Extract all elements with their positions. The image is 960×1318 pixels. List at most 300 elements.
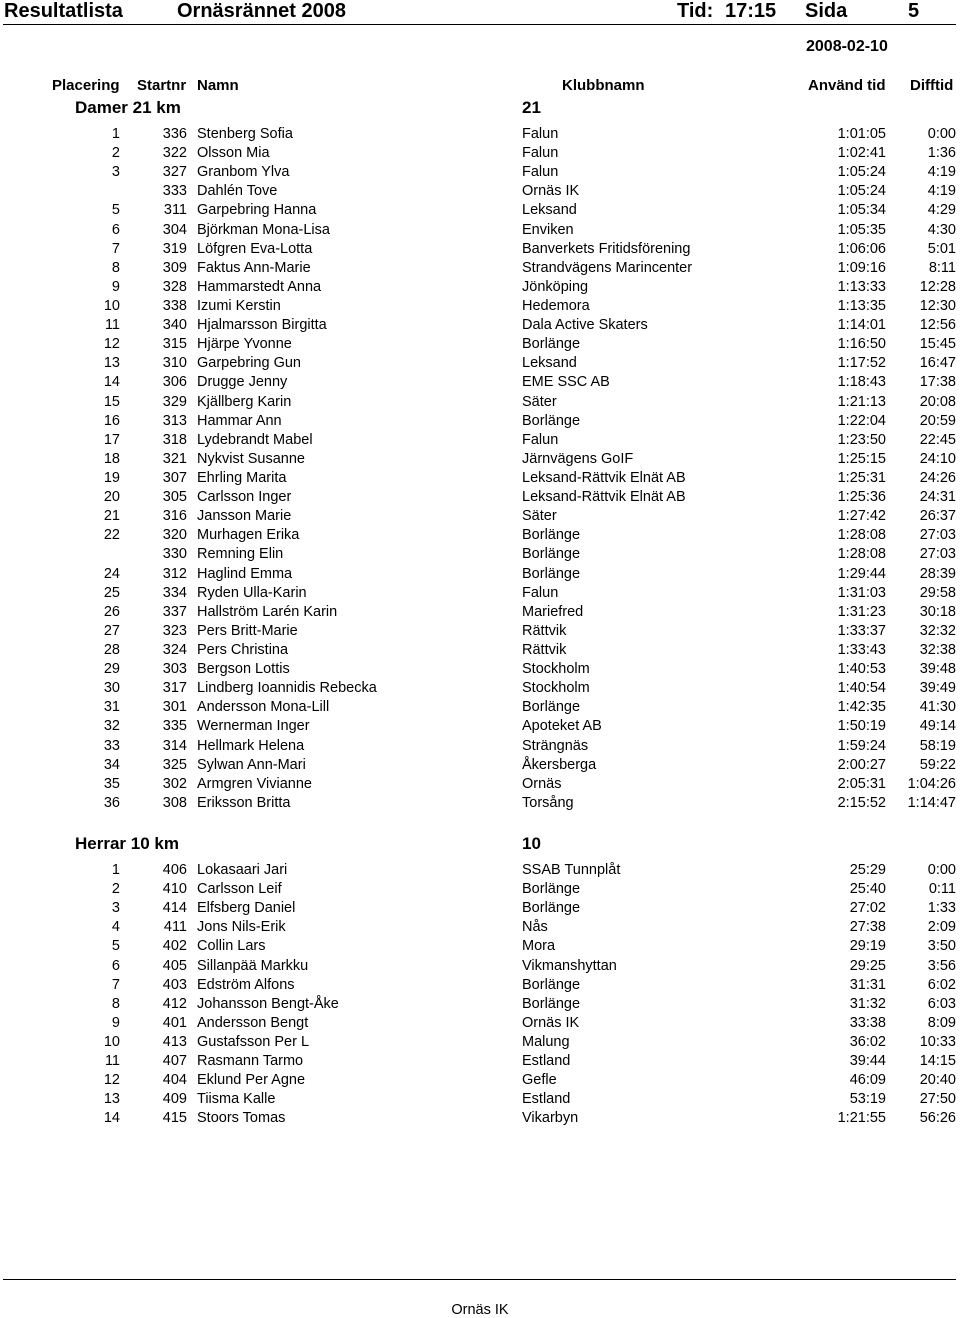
startnr-cell: 403 (162, 976, 187, 993)
anvand-tid-cell: 27:38 (849, 919, 886, 936)
difftid-cell: 12:56 (919, 317, 956, 334)
namn-cell: Hammarstedt Anna (197, 278, 322, 295)
table-row (0, 450, 960, 469)
anvand-tid-cell: 1:28:08 (837, 546, 886, 563)
placering-cell: 9 (111, 278, 120, 295)
startnr-cell: 406 (162, 862, 187, 878)
klubbnamn-cell: Säter (522, 393, 557, 410)
difftid-cell: 59:22 (919, 756, 956, 773)
startnr-cell: 328 (162, 278, 187, 295)
table-row (0, 182, 960, 201)
results-table (0, 861, 960, 1129)
anvand-tid-cell: 25:40 (849, 881, 886, 898)
placering-cell: 8 (111, 995, 120, 1012)
anvand-tid-cell: 1:50:19 (837, 718, 886, 735)
page-number: 5 (908, 0, 920, 22)
table-row (0, 278, 960, 297)
anvand-tid-cell: 1:40:54 (837, 680, 886, 697)
col-namn: Namn (197, 77, 239, 94)
namn-cell: Haglind Emma (197, 565, 293, 582)
difftid-cell: 0:00 (927, 126, 956, 142)
difftid-cell: 1:14:47 (907, 794, 956, 811)
difftid-cell: 6:02 (927, 976, 956, 993)
anvand-tid-cell: 1:13:35 (837, 297, 886, 314)
difftid-cell: 39:48 (919, 661, 956, 678)
startnr-cell: 414 (162, 900, 187, 917)
difftid-cell: 1:04:26 (907, 775, 956, 792)
difftid-cell: 12:30 (919, 297, 956, 314)
namn-cell: Pers Christina (197, 641, 289, 658)
anvand-tid-cell: 1:25:36 (837, 489, 886, 506)
difftid-cell: 5:01 (927, 240, 956, 257)
startnr-cell: 401 (162, 1014, 187, 1031)
namn-cell: Gustafsson Per L (197, 1033, 310, 1050)
startnr-cell: 316 (162, 508, 187, 525)
anvand-tid-cell: 31:31 (849, 976, 886, 993)
namn-cell: Andersson Bengt (197, 1014, 309, 1031)
startnr-cell: 301 (162, 699, 187, 716)
namn-cell: Hellmark Helena (197, 737, 305, 754)
table-row (0, 354, 960, 373)
difftid-cell: 29:58 (919, 584, 956, 601)
placering-cell: 27 (103, 622, 120, 639)
startnr-cell: 303 (162, 661, 187, 678)
startnr-cell: 302 (162, 775, 187, 792)
table-row (0, 545, 960, 564)
table-row (0, 373, 960, 392)
namn-cell: Nykvist Susanne (197, 450, 305, 467)
klubbnamn-cell: Borlänge (522, 412, 581, 429)
placering-cell: 26 (103, 603, 120, 620)
anvand-tid-cell: 1:25:15 (837, 450, 886, 467)
klubbnamn-cell: Borlänge (522, 699, 581, 716)
difftid-cell: 24:10 (919, 450, 956, 467)
header-rule (3, 24, 956, 25)
klubbnamn-cell: Järnvägens GoIF (522, 450, 634, 467)
startnr-cell: 324 (162, 641, 187, 658)
col-klubbnamn: Klubbnamn (562, 77, 645, 94)
klubbnamn-cell: Borlänge (522, 546, 581, 563)
klubbnamn-cell: Banverkets Fritidsförening (522, 240, 691, 257)
startnr-cell: 334 (162, 584, 187, 601)
table-row (0, 163, 960, 182)
placering-cell: 24 (103, 565, 120, 582)
anvand-tid-cell: 1:59:24 (837, 737, 886, 754)
page-label: Sida (805, 0, 848, 22)
anvand-tid-cell: 33:38 (849, 1014, 886, 1031)
anvand-tid-cell: 1:02:41 (837, 145, 886, 162)
anvand-tid-cell: 1:21:13 (837, 393, 886, 410)
startnr-cell: 412 (162, 995, 187, 1012)
startnr-cell: 329 (162, 393, 187, 410)
anvand-tid-cell: 53:19 (849, 1091, 886, 1108)
difftid-cell: 56:26 (919, 1110, 956, 1127)
placering-cell: 12 (103, 336, 120, 353)
section-distance: 10 (522, 834, 541, 853)
placering-cell: 13 (103, 355, 120, 372)
klubbnamn-cell: Borlänge (522, 565, 581, 582)
namn-cell: Granbom Ylva (197, 164, 290, 181)
difftid-cell: 16:47 (919, 355, 956, 372)
table-row (0, 880, 960, 899)
anvand-tid-cell: 1:40:53 (837, 661, 886, 678)
placering-cell: 29 (103, 661, 120, 678)
startnr-cell: 415 (162, 1110, 187, 1127)
difftid-cell: 15:45 (919, 336, 956, 353)
startnr-cell: 307 (162, 469, 187, 486)
namn-cell: Hallström Larén Karin (197, 603, 338, 620)
difftid-cell: 4:30 (927, 221, 956, 238)
startnr-cell: 318 (162, 431, 187, 448)
namn-cell: Carlsson Leif (197, 881, 282, 898)
namn-cell: Olsson Mia (197, 145, 270, 162)
namn-cell: Ehrling Marita (197, 469, 287, 486)
print-time: 17:15 (725, 0, 777, 22)
startnr-cell: 335 (162, 718, 187, 735)
placering-cell: 31 (103, 699, 120, 716)
namn-cell: Stenberg Sofia (197, 126, 293, 142)
startnr-cell: 314 (162, 737, 187, 754)
difftid-cell: 8:11 (928, 259, 956, 276)
klubbnamn-cell: Leksand-Rättvik Elnät AB (522, 469, 686, 486)
table-row (0, 259, 960, 278)
difftid-cell: 17:38 (919, 374, 956, 391)
namn-cell: Carlsson Inger (197, 489, 292, 506)
difftid-cell: 22:45 (919, 431, 956, 448)
anvand-tid-cell: 1:42:35 (837, 699, 886, 716)
klubbnamn-cell: Borlänge (522, 336, 581, 353)
startnr-cell: 413 (162, 1033, 187, 1050)
namn-cell: Lindberg Ioannidis Rebecka (197, 680, 377, 697)
anvand-tid-cell: 1:14:01 (837, 317, 886, 334)
namn-cell: Kjällberg Karin (197, 393, 292, 410)
namn-cell: Ryden Ulla-Karin (197, 584, 307, 601)
namn-cell: Pers Britt-Marie (197, 622, 298, 639)
anvand-tid-cell: 36:02 (849, 1033, 886, 1050)
anvand-tid-cell: 1:31:23 (837, 603, 886, 620)
table-row (0, 794, 960, 813)
startnr-cell: 306 (162, 374, 187, 391)
placering-cell: 21 (103, 508, 120, 525)
namn-cell: Izumi Kerstin (197, 297, 281, 314)
difftid-cell: 12:28 (919, 278, 956, 295)
anvand-tid-cell: 1:06:06 (837, 240, 886, 257)
placering-cell: 10 (103, 1033, 120, 1050)
difftid-cell: 3:50 (927, 938, 956, 955)
anvand-tid-cell: 39:44 (849, 1053, 886, 1070)
placering-cell: 4 (111, 919, 120, 936)
table-row (0, 335, 960, 354)
namn-cell: Sillanpää Markku (197, 957, 309, 974)
placering-cell: 3 (111, 900, 120, 917)
col-difftid: Difftid (910, 77, 954, 94)
difftid-cell: 0:11 (928, 881, 956, 898)
difftid-cell: 14:15 (919, 1053, 956, 1070)
klubbnamn-cell: Falun (522, 431, 559, 448)
anvand-tid-cell: 1:22:04 (837, 412, 886, 429)
namn-cell: Jansson Marie (197, 508, 292, 525)
anvand-tid-cell: 1:05:24 (837, 164, 886, 181)
startnr-cell: 317 (162, 680, 187, 697)
race-date: 2008-02-10 (806, 38, 888, 55)
placering-cell: 19 (103, 469, 120, 486)
anvand-tid-cell: 2:00:27 (837, 756, 886, 773)
col-anvand-tid: Använd tid (808, 77, 886, 94)
klubbnamn-cell: Ornäs IK (522, 183, 580, 200)
table-row (0, 957, 960, 976)
report-header (0, 0, 960, 24)
namn-cell: Jons Nils-Erik (197, 919, 286, 936)
difftid-cell: 2:09 (927, 919, 956, 936)
anvand-tid-cell: 1:25:31 (837, 469, 886, 486)
time-label: Tid: (677, 0, 714, 22)
section-title: Damer 21 km (75, 98, 181, 117)
anvand-tid-cell: 1:17:52 (837, 355, 886, 372)
klubbnamn-cell: Malung (522, 1033, 570, 1050)
startnr-cell: 338 (162, 297, 187, 314)
anvand-tid-cell: 1:23:50 (837, 431, 886, 448)
klubbnamn-cell: Estland (522, 1091, 571, 1108)
startnr-cell: 405 (162, 957, 187, 974)
placering-cell: 15 (103, 393, 120, 410)
startnr-cell: 325 (162, 756, 187, 773)
difftid-cell: 24:31 (919, 489, 956, 506)
table-row (0, 240, 960, 259)
difftid-cell: 0:00 (927, 862, 956, 878)
klubbnamn-cell: SSAB Tunnplåt (522, 862, 621, 878)
footer-rule (3, 1279, 956, 1280)
table-row (0, 507, 960, 526)
placering-cell: 10 (103, 297, 120, 314)
namn-cell: Stoors Tomas (197, 1110, 286, 1127)
table-row (0, 526, 960, 545)
klubbnamn-cell: Nås (522, 919, 548, 936)
difftid-cell: 58:19 (919, 737, 956, 754)
section-title: Herrar 10 km (75, 834, 179, 853)
table-row (0, 641, 960, 660)
anvand-tid-cell: 1:05:24 (837, 183, 886, 200)
startnr-cell: 310 (162, 355, 187, 372)
namn-cell: Garpebring Gun (197, 355, 301, 372)
table-row (0, 393, 960, 412)
placering-cell: 18 (103, 450, 120, 467)
startnr-cell: 402 (162, 938, 187, 955)
startnr-cell: 311 (163, 202, 187, 219)
table-row (0, 584, 960, 603)
startnr-cell: 407 (162, 1053, 187, 1070)
namn-cell: Armgren Vivianne (197, 775, 312, 792)
difftid-cell: 4:19 (927, 164, 956, 181)
difftid-cell: 1:36 (927, 145, 956, 162)
table-row (0, 861, 960, 880)
report-title: Resultatlista (4, 0, 123, 22)
namn-cell: Lydebrandt Mabel (197, 431, 313, 448)
klubbnamn-cell: Falun (522, 145, 559, 162)
table-row (0, 221, 960, 240)
anvand-tid-cell: 1:28:08 (837, 527, 886, 544)
difftid-cell: 3:56 (927, 957, 956, 974)
difftid-cell: 8:09 (927, 1014, 956, 1031)
placering-cell: 5 (111, 938, 120, 955)
klubbnamn-cell: Stockholm (522, 661, 590, 678)
table-row (0, 1071, 960, 1090)
klubbnamn-cell: Rättvik (522, 622, 567, 639)
table-row (0, 316, 960, 335)
difftid-cell: 32:38 (919, 641, 956, 658)
namn-cell: Andersson Mona-Lill (197, 699, 330, 716)
table-row (0, 201, 960, 220)
namn-cell: Drugge Jenny (197, 374, 288, 391)
namn-cell: Wernerman Inger (197, 718, 310, 735)
difftid-cell: 27:50 (919, 1091, 956, 1108)
klubbnamn-cell: Strängnäs (522, 737, 589, 754)
table-row (0, 431, 960, 450)
startnr-cell: 320 (162, 527, 187, 544)
table-row (0, 918, 960, 937)
table-row (0, 899, 960, 918)
startnr-cell: 304 (162, 221, 187, 238)
table-row (0, 737, 960, 756)
placering-cell: 7 (111, 976, 120, 993)
difftid-cell: 24:26 (919, 469, 956, 486)
difftid-cell: 41:30 (919, 699, 956, 716)
difftid-cell: 20:59 (919, 412, 956, 429)
startnr-cell: 409 (162, 1091, 187, 1108)
anvand-tid-cell: 1:13:33 (837, 278, 886, 295)
klubbnamn-cell: Mariefred (522, 603, 584, 620)
klubbnamn-cell: Estland (522, 1053, 571, 1070)
anvand-tid-cell: 1:33:37 (837, 622, 886, 639)
startnr-cell: 309 (162, 259, 187, 276)
klubbnamn-cell: Borlänge (522, 900, 581, 917)
anvand-tid-cell: 1:33:43 (837, 641, 886, 658)
klubbnamn-cell: Apoteket AB (522, 718, 602, 735)
difftid-cell: 26:37 (919, 508, 956, 525)
anvand-tid-cell: 2:15:52 (837, 794, 886, 811)
startnr-cell: 313 (162, 412, 187, 429)
anvand-tid-cell: 1:21:55 (837, 1110, 886, 1127)
startnr-cell: 315 (162, 336, 187, 353)
klubbnamn-cell: Falun (522, 584, 559, 601)
placering-cell: 16 (103, 412, 120, 429)
startnr-cell: 319 (162, 240, 187, 257)
namn-cell: Hjärpe Yvonne (197, 336, 292, 353)
startnr-cell: 336 (162, 126, 187, 142)
difftid-cell: 4:29 (927, 202, 956, 219)
startnr-cell: 327 (162, 164, 187, 181)
namn-cell: Eklund Per Agne (197, 1072, 306, 1089)
table-row (0, 144, 960, 163)
namn-cell: Rasmann Tarmo (197, 1053, 304, 1070)
klubbnamn-cell: EME SSC AB (522, 374, 610, 391)
anvand-tid-cell: 1:29:44 (837, 565, 886, 582)
klubbnamn-cell: Borlänge (522, 527, 581, 544)
placering-cell: 11 (104, 1053, 120, 1070)
anvand-tid-cell: 1:18:43 (837, 374, 886, 391)
startnr-cell: 323 (162, 622, 187, 639)
placering-cell: 32 (103, 718, 120, 735)
klubbnamn-cell: Stockholm (522, 680, 590, 697)
klubbnamn-cell: Åkersberga (522, 756, 597, 773)
klubbnamn-cell: Vikarbyn (522, 1110, 579, 1127)
klubbnamn-cell: Borlänge (522, 976, 581, 993)
difftid-cell: 20:40 (919, 1072, 956, 1089)
anvand-tid-cell: 1:05:34 (837, 202, 886, 219)
klubbnamn-cell: Falun (522, 126, 559, 142)
namn-cell: Garpebring Hanna (197, 202, 317, 219)
placering-cell: 12 (103, 1072, 120, 1089)
startnr-cell: 322 (162, 145, 187, 162)
difftid-cell: 32:32 (919, 622, 956, 639)
anvand-tid-cell: 29:19 (849, 938, 886, 955)
klubbnamn-cell: Jönköping (522, 278, 589, 295)
namn-cell: Remning Elin (197, 546, 284, 563)
table-row (0, 412, 960, 431)
placering-cell: 34 (103, 756, 120, 773)
difftid-cell: 49:14 (919, 718, 956, 735)
startnr-cell: 337 (162, 603, 187, 620)
namn-cell: Hjalmarsson Birgitta (197, 317, 327, 334)
placering-cell: 8 (111, 259, 120, 276)
startnr-cell: 321 (162, 450, 187, 467)
table-row (0, 756, 960, 775)
placering-cell: 22 (103, 527, 120, 544)
difftid-cell: 6:03 (927, 995, 956, 1012)
klubbnamn-cell: Ornäs IK (522, 1014, 580, 1031)
namn-cell: Bergson Lottis (197, 661, 290, 678)
namn-cell: Lokasaari Jari (197, 862, 288, 878)
table-row (0, 469, 960, 488)
namn-cell: Edström Alfons (197, 976, 295, 993)
placering-cell: 13 (103, 1091, 120, 1108)
table-row (0, 679, 960, 698)
section-distance: 21 (522, 98, 541, 117)
table-row (0, 717, 960, 736)
anvand-tid-cell: 29:25 (849, 957, 886, 974)
namn-cell: Johansson Bengt-Åke (197, 995, 339, 1012)
namn-cell: Hammar Ann (197, 412, 282, 429)
table-row (0, 1090, 960, 1109)
table-row (0, 1014, 960, 1033)
results-table (0, 125, 960, 813)
footer-club: Ornäs IK (451, 1302, 509, 1318)
table-row (0, 488, 960, 507)
placering-cell: 11 (104, 317, 120, 334)
placering-cell: 30 (103, 680, 120, 697)
difftid-cell: 28:39 (919, 565, 956, 582)
placering-cell: 3 (111, 164, 120, 181)
table-row (0, 660, 960, 679)
namn-cell: Löfgren Eva-Lotta (197, 240, 313, 257)
klubbnamn-cell: Leksand-Rättvik Elnät AB (522, 489, 686, 506)
klubbnamn-cell: Säter (522, 508, 557, 525)
difftid-cell: 4:19 (927, 183, 956, 200)
table-row (0, 1052, 960, 1071)
placering-cell: 1 (111, 862, 120, 878)
table-row (0, 775, 960, 794)
placering-cell: 25 (103, 584, 120, 601)
placering-cell: 7 (111, 240, 120, 257)
anvand-tid-cell: 1:05:35 (837, 221, 886, 238)
table-row (0, 622, 960, 641)
table-row (0, 1109, 960, 1128)
klubbnamn-cell: Dala Active Skaters (522, 317, 648, 334)
klubbnamn-cell: Gefle (522, 1072, 557, 1089)
startnr-cell: 410 (162, 881, 187, 898)
namn-cell: Faktus Ann-Marie (197, 259, 311, 276)
placering-cell: 17 (103, 431, 120, 448)
placering-cell: 33 (103, 737, 120, 754)
